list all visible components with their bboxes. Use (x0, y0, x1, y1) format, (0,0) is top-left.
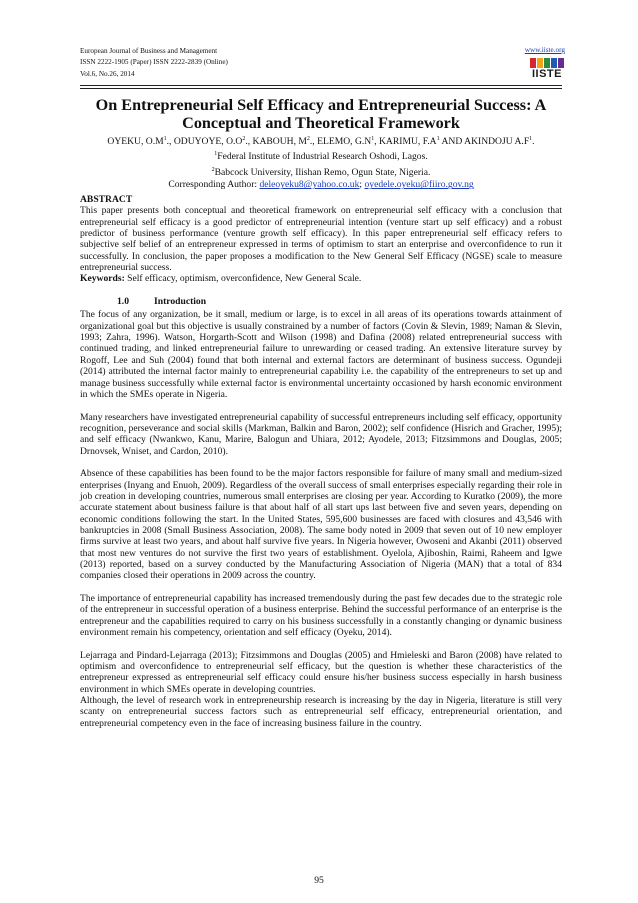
affiliation-2-sup: 2 (211, 166, 215, 173)
logo-color-bars (530, 58, 564, 68)
logo-bar (537, 58, 543, 68)
intro-paragraph-1: The focus of any organization, be it small, medium or large, is to excel in all areas of its operations towards attainment of organizational goal but this objective is usually constrained by a number of factors (Covin & Slevin, 1989; Naman & Slevin, 1993; Zahra, 1996). Watson, Horgarth-Scott and Wilson (1998) and Dafina (2008) related entrepreneurial success with continued trading, and linked entrepreneurial failure to unrewarding or ceased trading. An extensive literature survey by Rogoff, Lee and Suh (2004) found that both internal and external factors are determinant of business success. Ogundeji (2014) attributed the internal factor mainly to entrepreneurial capability i.e. the capability of the entrepreneurs to set up and manage business successfully while external factor is environmental uncertainty occasioned by harsh economic environment in which the SMEs operate in Nigeria. (80, 309, 562, 400)
section-title: Introduction (154, 296, 207, 308)
abstract-text: This paper presents both conceptual and theoretical framework on entrepreneurial self efficacy with a conclusion that entrepreneurial self efficacy is a good predictor of entrepreneurial intention (venture start up self efficacy) and a robust predictor of business performance (venture growth self efficacy). In this paper entrepreneurial self efficacy refers to subjective self belief of an entrepreneur expressed in terms of optimism to start an enterprise and overconfidence to run it successfully. In conclusion, the paper proposes a modification to the New General Self Efficacy (NGSE) scale to measure entrepreneurial success. (80, 205, 562, 274)
author-separator: ., (309, 136, 318, 148)
paper-title (72, 97, 570, 132)
author-separator: ., (166, 136, 174, 148)
journal-volume: Vol.6, No.26, 2014 (80, 69, 135, 78)
author-name: KARIMU, F.A (379, 136, 437, 148)
logo-bar (551, 58, 557, 68)
paper-body (80, 194, 562, 741)
author-affiliation-sup: 1 (163, 136, 167, 142)
corresponding-label: Corresponding Author: (168, 179, 260, 191)
email-link-2[interactable]: oyedele.oyeku@fiiro.gov.ng (364, 179, 474, 191)
author-name: KABOUH, M (252, 136, 307, 148)
author-separator: , (374, 136, 379, 148)
author-name: AKINDOJU A.F (464, 136, 530, 148)
iiste-logo (530, 58, 564, 82)
corresponding-author (72, 179, 570, 191)
journal-url-link[interactable]: www.iiste.org (524, 46, 565, 54)
intro-paragraph-5: Lejarraga and Pindard-Lejarraga (2013); Fitzsimmons and Douglas (2005) and Hmieleski and Baron (2008) have related to optimism and overconfidence to entrepreneurial self efficacy, but the question is whether these characteristics of the entrepreneur expressed as entrepreneurial self efficacy could ensure his/her business success especially in harsh business environment in which SMEs operate in developing countries. (80, 649, 562, 695)
journal-name: European Journal of Business and Management (80, 47, 218, 55)
affiliation-1-sup: 1 (214, 151, 218, 158)
affiliation-1 (72, 148, 570, 163)
logo-bar (530, 58, 536, 68)
affiliation-2 (72, 164, 570, 179)
keywords-text: Self efficacy, optimism, overconfidence, New General Scale. (124, 273, 362, 285)
author-name: OYEKU, O.M (107, 136, 164, 148)
author-name: ODUYOYE, O.O (173, 136, 243, 148)
affiliation-2-text: Babcock University, Ilishan Remo, Ogun State, Nigeria. (214, 167, 431, 179)
author-affiliation-sup: 1 (371, 136, 375, 142)
author-separator: ., (245, 136, 253, 148)
author-separator: AND (439, 136, 465, 148)
intro-paragraph-6: Although, the level of research work in entrepreneurship research is increasing by the day in Nigeria, literature is still very scanty on entrepreneurial success factors such as entrepreneurial self efficacy, entrepreneurial orientation, and entrepreneurial competency even in the face of increasing business failure in the country. (80, 695, 562, 729)
paper-title-line-1: On Entrepreneurial Self Efficacy and Entrepreneurial Success: A (95, 96, 547, 114)
keywords-label: Keywords: (80, 273, 125, 285)
affiliation-1-text: Federal Institute of Industrial Research Oshodi, Lagos. (217, 151, 428, 163)
author-affiliation-sup: 2 (242, 136, 246, 142)
introduction-heading (80, 296, 562, 307)
header-divider (80, 85, 562, 86)
logo-bar (558, 58, 564, 68)
author-separator: . (532, 136, 535, 148)
keywords (80, 273, 562, 284)
page-number: 95 (314, 875, 324, 886)
header-divider-secondary (80, 88, 562, 89)
section-number: 1.0 (117, 296, 129, 308)
logo-text: IISTE (531, 68, 562, 80)
email-link-1[interactable]: deleoyeku8@yahoo.co.uk (259, 179, 360, 191)
author-affiliation-sup: 1 (436, 136, 440, 142)
logo-bar (544, 58, 550, 68)
intro-paragraph-2: Many researchers have investigated entrepreneurial capability of successful entrepreneurs including self efficacy, opportunity recognition, perseverance and social skills (Markman, Balkin and Baron, 2002); self confidence (Hisrich and Gracher, 1995); and self efficacy (Nwankwo, Kanu, Marire, Balogun and Uhiara, 2012; Ayodele, 2013; Fitzsimmons and Douglas, 2005; Drnovsek, Wniset, and Cardon, 2010). (80, 411, 562, 457)
intro-paragraph-3: Absence of these capabilities has been found to be the major factors responsible for failure of many small and medium-sized enterprises (Inyang and Enuoh, 2009). Regardless of the overall success of small enterprises especially regarding their role in job creation in developing countries, numerous small enterprises are closing per year. According to Kuratko (2009), the more accurate statement about business failure is that about half of all start ups last between five and seven years, depending on economic conditions following the start. In the United States, 595,600 businesses are faced with closures and 43,546 with bankruptcies in 2008 (Small Business Association, 2008). The same body noted in 2009 that seven out of 10 new employer firms survive at least two years, and about half survive five years. In Nigeria however, Owoseni and Akanbi (2011) observed that most new ventures do not survive the first two years of establishment. Oyelola, Ajiboshin, Raimi, Raheem and Igwe (2013) reported, based on a survey conducted by the Manufacturing Association of Nigeria (MAN) that a total of 834 companies closed their operations in 2009 across the country. (80, 468, 562, 582)
abstract-heading: ABSTRACT (80, 194, 133, 205)
author-block (72, 133, 570, 192)
journal-issn: ISSN 2222-1905 (Paper) ISSN 2222-2839 (Online) (80, 58, 228, 67)
author-affiliation-sup: 2 (306, 136, 310, 142)
intro-paragraph-4: The importance of entrepreneurial capability has increased tremendously during the past few decades due to the strategic role of the entrepreneur in successful operation of a business enterprise. Behind the successful performance of an enterprise is the entrepreneur and the capabilities required to carry on his business successfully in a constantly changing or dynamic business environment remain his competency, orientation and self efficacy (Oyeku, 2014). (80, 593, 562, 639)
paper-title-line-2: Conceptual and Theoretical Framework (182, 113, 460, 132)
author-affiliation-sup: 1 (529, 136, 533, 142)
journal-header (80, 46, 380, 80)
author-list (72, 133, 570, 148)
author-name: ELEMO, G.N (317, 136, 372, 148)
email-separator: ; (359, 179, 365, 191)
